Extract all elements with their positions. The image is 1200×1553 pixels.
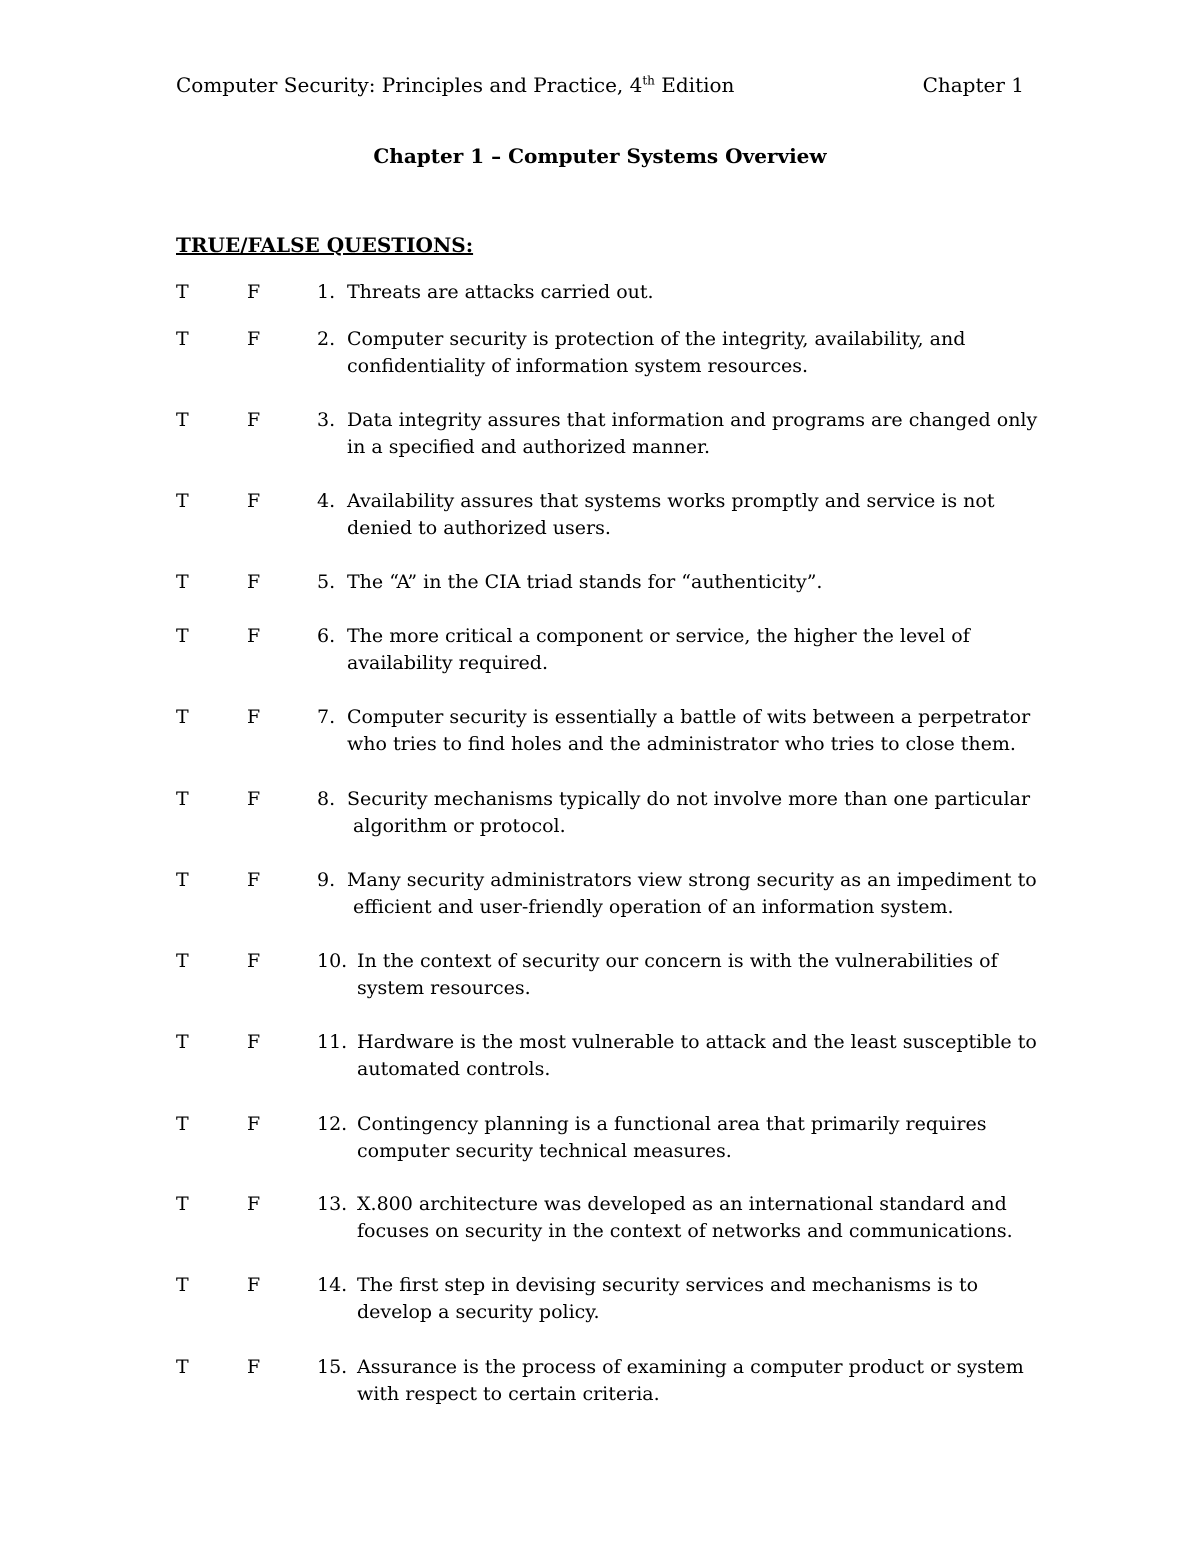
false-option[interactable]: F xyxy=(247,328,261,350)
question-text-line: X.800 architecture was developed as an international standard and xyxy=(357,1193,1007,1215)
question-text xyxy=(357,1191,1037,1245)
question-text-line: Assurance is the process of examining a computer product or system xyxy=(357,1356,1024,1378)
question-text-line: The first step in devising security services and mechanisms is to xyxy=(357,1274,979,1296)
question-number: 14. xyxy=(317,1274,348,1296)
question-text xyxy=(357,1029,1037,1083)
question-text-line: system resources. xyxy=(357,977,531,999)
false-option[interactable]: F xyxy=(247,788,261,810)
question-text-line: computer security technical measures. xyxy=(357,1140,732,1162)
false-option[interactable]: F xyxy=(247,281,261,303)
question-number: 1. xyxy=(317,281,336,303)
question-text-line: availability required. xyxy=(347,652,549,674)
question-text-line: Many security administrators view strong security as an impediment to xyxy=(347,869,1037,891)
question-text-line: in a specified and authorized manner. xyxy=(347,436,711,458)
book-title xyxy=(176,72,734,98)
false-option[interactable]: F xyxy=(247,409,261,431)
question-text xyxy=(347,704,1031,758)
question-text xyxy=(347,867,1037,921)
false-option[interactable]: F xyxy=(247,1274,261,1296)
question-text-line: The “A” in the CIA triad stands for “authenticity”. xyxy=(347,571,823,593)
question-text xyxy=(347,786,1031,840)
true-option[interactable]: T xyxy=(176,1113,189,1135)
question-text xyxy=(347,279,1027,306)
false-option[interactable]: F xyxy=(247,706,261,728)
chapter-title: Chapter 1 – Computer Systems Overview xyxy=(373,144,827,168)
question-number: 15. xyxy=(317,1356,348,1378)
question-text-line: efficient and user-friendly operation of an information system. xyxy=(347,896,954,918)
question-number: 11. xyxy=(317,1031,348,1053)
question-text-line: automated controls. xyxy=(357,1058,551,1080)
true-option[interactable]: T xyxy=(176,328,189,350)
true-option[interactable]: T xyxy=(176,490,189,512)
false-option[interactable]: F xyxy=(247,1356,261,1378)
true-option[interactable]: T xyxy=(176,409,189,431)
false-option[interactable]: F xyxy=(247,625,261,647)
true-option[interactable]: T xyxy=(176,625,189,647)
question-text-line: Threats are attacks carried out. xyxy=(347,281,654,303)
true-option[interactable]: T xyxy=(176,869,189,891)
question-text-line: Hardware is the most vulnerable to attack and the least susceptible to xyxy=(357,1031,1037,1053)
question-number: 13. xyxy=(317,1193,348,1215)
true-option[interactable]: T xyxy=(176,1193,189,1215)
question-text xyxy=(347,407,1038,461)
false-option[interactable]: F xyxy=(247,1193,261,1215)
question-text-line: Contingency planning is a functional area that primarily requires xyxy=(357,1113,987,1135)
question-text xyxy=(347,326,1027,380)
question-text-line: Computer security is protection of the integrity, availability, and xyxy=(347,328,966,350)
question-text-line: develop a security policy. xyxy=(357,1301,600,1323)
book-title-text: Computer Security: Principles and Practice, 4 xyxy=(176,73,643,97)
question-number: 9. xyxy=(317,869,336,891)
question-text xyxy=(357,948,1037,1002)
false-option[interactable]: F xyxy=(247,869,261,891)
question-number: 6. xyxy=(317,625,336,647)
true-option[interactable]: T xyxy=(176,571,189,593)
true-option[interactable]: T xyxy=(176,706,189,728)
true-option[interactable]: T xyxy=(176,281,189,303)
question-number: 8. xyxy=(317,788,336,810)
question-text-line: Computer security is essentially a battle of wits between a perpetrator xyxy=(347,706,1031,728)
true-option[interactable]: T xyxy=(176,1356,189,1378)
edition-ordinal-suffix: th xyxy=(642,73,655,88)
question-text xyxy=(357,1272,1037,1326)
question-text xyxy=(347,488,1027,542)
question-text-line: In the context of security our concern is with the vulnerabilities of xyxy=(357,950,998,972)
question-number: 12. xyxy=(317,1113,348,1135)
question-text-line: Security mechanisms typically do not involve more than one particular xyxy=(347,788,1031,810)
true-option[interactable]: T xyxy=(176,1031,189,1053)
question-text xyxy=(357,1111,1037,1165)
edition-label: Edition xyxy=(654,73,735,97)
question-text-line: algorithm or protocol. xyxy=(347,815,566,837)
false-option[interactable]: F xyxy=(247,571,261,593)
question-number: 3. xyxy=(317,409,336,431)
question-number: 7. xyxy=(317,706,336,728)
question-text-line: focuses on security in the context of networks and communications. xyxy=(357,1220,1013,1242)
question-text-line: Data integrity assures that information and programs are changed only xyxy=(347,409,1038,431)
question-text xyxy=(347,569,1027,596)
false-option[interactable]: F xyxy=(247,1031,261,1053)
question-number: 5. xyxy=(317,571,336,593)
question-text-line: with respect to certain criteria. xyxy=(357,1383,660,1405)
question-number: 4. xyxy=(317,490,336,512)
section-heading: TRUE/FALSE QUESTIONS: xyxy=(176,233,474,257)
question-text-line: Availability assures that systems works promptly and service is not xyxy=(347,490,995,512)
true-option[interactable]: T xyxy=(176,1274,189,1296)
false-option[interactable]: F xyxy=(247,1113,261,1135)
false-option[interactable]: F xyxy=(247,490,261,512)
false-option[interactable]: F xyxy=(247,950,261,972)
true-option[interactable]: T xyxy=(176,788,189,810)
question-text-line: confidentiality of information system resources. xyxy=(347,355,809,377)
question-text-line: The more critical a component or service, the higher the level of xyxy=(347,625,970,647)
question-text-line: denied to authorized users. xyxy=(347,517,611,539)
chapter-label: Chapter 1 xyxy=(922,73,1024,97)
question-number: 2. xyxy=(317,328,336,350)
question-text xyxy=(357,1354,1037,1408)
question-text xyxy=(347,623,1027,677)
question-text-line: who tries to find holes and the administrator who tries to close them. xyxy=(347,733,1016,755)
question-number: 10. xyxy=(317,950,348,972)
true-option[interactable]: T xyxy=(176,950,189,972)
